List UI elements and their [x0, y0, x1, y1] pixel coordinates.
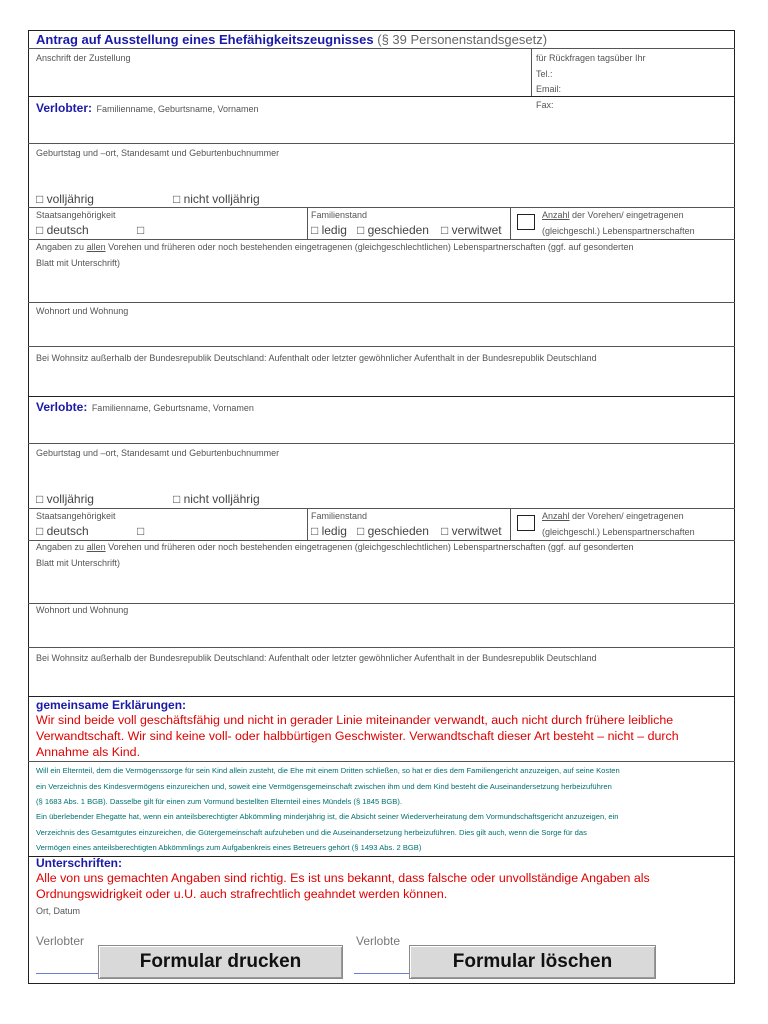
signatures-line-2: Ordnungswidrigkeit oder u.U. auch strafrechtlich geahndet werden können.: [36, 887, 448, 901]
groom-prev-count-label-2: (gleichgeschl.) Lebenspartnerschaften: [542, 226, 695, 236]
divider: [510, 508, 511, 540]
divider: [28, 647, 735, 648]
groom-name-field[interactable]: [36, 99, 259, 117]
groom-prev-count-underlined: Anzahl: [542, 210, 570, 220]
groom-prev-info-underlined: allen: [86, 242, 106, 252]
legal-text-6: Vermögen eines anteilsberechtigten Abkömmlings zum Aufgabenkreis eines Betreuers gehört (§ 1493 Abs. 2 BGB): [36, 843, 422, 852]
groom-prev-count-label: [542, 210, 684, 220]
contact-label: für Rückfragen tagsüber Ihr: [536, 53, 646, 63]
bride-german-checkbox[interactable]: □ deutsch: [36, 524, 89, 538]
divider: [307, 207, 308, 239]
divider: [28, 443, 735, 444]
divider: [28, 603, 735, 604]
bride-prev-info-post: Vorehen und früheren oder noch bestehenden eingetragenen (gleichgeschlechtlichen) Lebenspartnerschaften (ggf. auf gesonderten: [108, 542, 634, 552]
groom-name-label: Familienname, Geburtsname, Vornamen: [96, 104, 259, 114]
bride-signature-label: Verlobte: [356, 934, 401, 948]
bride-prev-count-label: [542, 511, 684, 521]
bride-other-citizenship-checkbox[interactable]: □: [137, 524, 145, 538]
legal-text-2: ein Verzeichnis des Kindesvermögens einzureichen und, soweit eine Vermögensgemeinschaft zwischen ihm und dem Kind besteht die Auseinandersetzung herbeizuführen: [36, 782, 612, 791]
bride-prev-info-pre: Angaben zu: [36, 542, 85, 552]
groom-single-checkbox[interactable]: □ ledig: [311, 223, 347, 237]
groom-status-label: Familienstand: [311, 210, 368, 220]
bride-name-label: Familienname, Geburtsname, Vornamen: [91, 403, 254, 413]
groom-citizenship-label: Staatsangehörigkeit: [36, 210, 116, 220]
bride-prev-info-underlined: allen: [86, 542, 106, 552]
bride-minor-checkbox[interactable]: □ nicht volljährig: [173, 492, 260, 506]
bride-prev-count-input[interactable]: [517, 515, 535, 531]
divider: [28, 239, 735, 240]
bride-prev-count-text: der Vorehen/ eingetragenen: [572, 511, 684, 521]
divider: [28, 856, 735, 857]
bride-name-field[interactable]: [36, 398, 254, 416]
groom-prev-info-label-2: Blatt mit Unterschrift): [36, 258, 121, 268]
groom-prev-count-input[interactable]: [517, 214, 535, 230]
divider: [28, 96, 735, 97]
signatures-heading: Unterschriften:: [36, 856, 123, 870]
bride-signature-line[interactable]: [354, 973, 409, 974]
legal-text-3: (§ 1683 Abs. 1 BGB). Dasselbe gilt für einen zum Vormund bestellten Elternteil eines Mündels (§ 1845 BGB).: [36, 797, 402, 806]
bride-abroad-label[interactable]: Bei Wohnsitz außerhalb der Bundesrepublik Deutschland: Aufenthalt oder letzter gewöhnlicher Aufenthalt in der Bundesrepublik Deutschland: [36, 653, 597, 663]
groom-abroad-label[interactable]: Bei Wohnsitz außerhalb der Bundesrepublik Deutschland: Aufenthalt oder letzter gewöhnlicher Aufenthalt in der Bundesrepublik Deutschland: [36, 353, 597, 363]
declarations-line-3: Annahme als Kind.: [36, 745, 141, 759]
divider: [28, 508, 735, 509]
bride-prev-info-label[interactable]: [36, 542, 633, 552]
divider: [28, 761, 735, 762]
bride-widowed-checkbox[interactable]: □ verwitwet: [441, 524, 502, 538]
groom-minor-checkbox[interactable]: □ nicht volljährig: [173, 192, 260, 206]
address-label: Anschrift der Zustellung: [36, 53, 131, 63]
clear-form-button[interactable]: Formular löschen: [409, 945, 656, 979]
title-reference: (§ 39 Personenstandsgesetz): [377, 32, 548, 47]
bride-single-checkbox[interactable]: □ ledig: [311, 524, 347, 538]
divider: [28, 143, 735, 144]
form-frame: [28, 30, 735, 984]
divider: [28, 540, 735, 541]
legal-text-4: Ein überlebender Ehegatte hat, wenn ein anteilsberechtigter Abkömmling minderjährig ist, die Absicht seiner Wiederverheiratung dem Vormundschaftsgericht anzuzeigen, ein: [36, 812, 619, 821]
legal-text-5: Verzeichnis des Gesamtgutes einzureichen, die Gütergemeinschaft aufzuheben und die Auseinandersetzung herbeizuführen. Dies gilt auch, wenn die Sorge für das: [36, 828, 587, 837]
groom-signature-label: Verlobter: [36, 934, 85, 948]
form-title: [36, 32, 547, 47]
divider: [28, 696, 735, 697]
bride-status-label: Familienstand: [311, 511, 368, 521]
groom-adult-checkbox[interactable]: □ volljährig: [36, 192, 94, 206]
groom-residence-label[interactable]: Wohnort und Wohnung: [36, 306, 129, 316]
declarations-heading: gemeinsame Erklärungen:: [36, 698, 187, 712]
title-text: Antrag auf Ausstellung eines Ehefähigkeitszeugnisses: [36, 32, 374, 47]
email-label[interactable]: Email:: [536, 84, 562, 94]
fax-label[interactable]: Fax:: [536, 100, 554, 110]
divider: [28, 207, 735, 208]
groom-prev-info-post: Vorehen und früheren oder noch bestehenden eingetragenen (gleichgeschlechtlichen) Lebenspartnerschaften (ggf. auf gesonderten: [108, 242, 634, 252]
groom-other-citizenship-checkbox[interactable]: □: [137, 223, 145, 237]
bride-adult-checkbox[interactable]: □ volljährig: [36, 492, 94, 506]
bride-heading: Verlobte:: [36, 400, 88, 414]
bride-citizenship-label: Staatsangehörigkeit: [36, 511, 116, 521]
declarations-line-1: Wir sind beide voll geschäftsfähig und nicht in gerader Linie miteinander verwandt, auch nicht durch frühere leibliche: [36, 713, 674, 727]
bride-divorced-checkbox[interactable]: □ geschieden: [357, 524, 429, 538]
groom-signature-line[interactable]: [36, 973, 98, 974]
groom-divorced-checkbox[interactable]: □ geschieden: [357, 223, 429, 237]
signatures-line-1: Alle von uns gemachten Angaben sind richtig. Es ist uns bekannt, dass falsche oder unvollständige Angaben als: [36, 871, 650, 885]
groom-german-checkbox[interactable]: □ deutsch: [36, 223, 89, 237]
groom-prev-count-text: der Vorehen/ eingetragenen: [572, 210, 684, 220]
place-date-label[interactable]: Ort, Datum: [36, 906, 81, 916]
bride-prev-info-label-2: Blatt mit Unterschrift): [36, 558, 121, 568]
groom-widowed-checkbox[interactable]: □ verwitwet: [441, 223, 502, 237]
divider: [28, 396, 735, 397]
groom-prev-info-pre: Angaben zu: [36, 242, 85, 252]
bride-prev-count-label-2: (gleichgeschl.) Lebenspartnerschaften: [542, 527, 695, 537]
groom-birth-label[interactable]: Geburtstag und –ort, Standesamt und Geburtenbuchnummer: [36, 148, 280, 158]
bride-residence-label[interactable]: Wohnort und Wohnung: [36, 605, 129, 615]
divider: [28, 346, 735, 347]
divider: [510, 207, 511, 239]
divider: [531, 48, 532, 96]
bride-prev-count-underlined: Anzahl: [542, 511, 570, 521]
legal-text-1: Will ein Elternteil, dem die Vermögenssorge für sein Kind allein zusteht, die Ehe mit einem Dritten schließen, so hat er dies dem Familiengericht anzuzeigen, auf seine Kosten: [36, 766, 620, 775]
divider: [28, 48, 735, 49]
divider: [307, 508, 308, 540]
bride-birth-label[interactable]: Geburtstag und –ort, Standesamt und Geburtenbuchnummer: [36, 448, 280, 458]
tel-label[interactable]: Tel.:: [536, 69, 553, 79]
print-form-button[interactable]: Formular drucken: [98, 945, 343, 979]
declarations-line-2: Verwandtschaft. Wir sind keine voll- oder halbbürtigen Geschwister. Verwandtschaft dieser Art besteht – nicht – durch: [36, 729, 679, 743]
divider: [28, 302, 735, 303]
groom-prev-info-label[interactable]: [36, 242, 633, 252]
groom-heading: Verlobter:: [36, 101, 93, 115]
